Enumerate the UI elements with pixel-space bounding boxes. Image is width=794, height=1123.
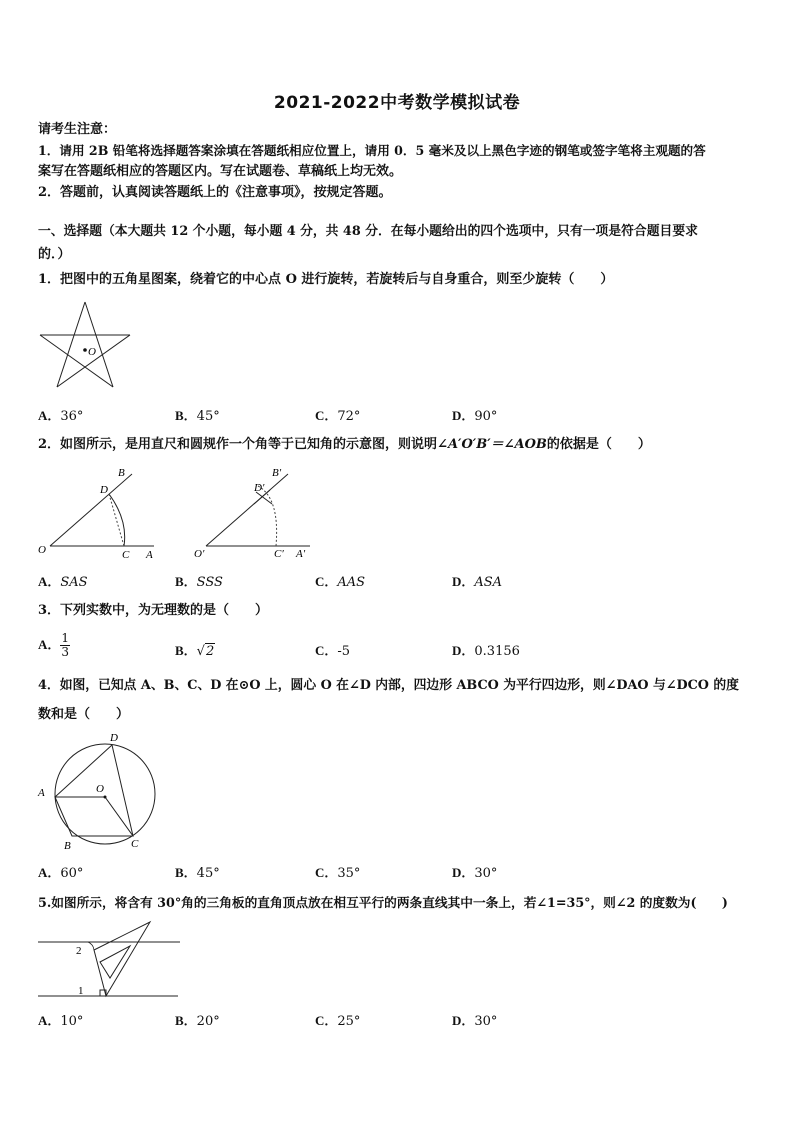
q5-option-a[interactable]: A．10° xyxy=(38,1013,84,1029)
ray-ob xyxy=(50,474,132,546)
q2-option-b[interactable]: B．SSS xyxy=(175,574,223,590)
label-a: A xyxy=(146,549,153,561)
fraction-one-third: $\frac{1}{3}$ xyxy=(61,631,70,659)
label-c: C xyxy=(122,549,130,561)
question-1-stem: 1．把图中的五角星图案，绕着它的中心点 O 进行旋转，若旋转后与自身重合，则至少旋转（ ） xyxy=(38,272,614,287)
angle-2-arc xyxy=(88,942,94,950)
label-a-prime: A′ xyxy=(296,548,306,560)
notice-item-2: 2．答题前，认真阅读答题纸上的《注意事项》，按规定答题。 xyxy=(38,185,392,200)
label-d: D xyxy=(110,732,118,744)
q3-option-a[interactable]: A． $\frac{1}{3}$ xyxy=(38,631,70,659)
q5-option-b[interactable]: B．20° xyxy=(175,1013,220,1029)
q3-option-c[interactable]: C．-5 xyxy=(315,643,351,659)
center-o xyxy=(104,796,107,799)
label-c-prime: C′ xyxy=(274,548,284,560)
circle-o xyxy=(55,744,155,844)
square-root-two: √2 xyxy=(196,644,215,659)
label-o: O xyxy=(96,783,104,795)
label-2: 2 xyxy=(76,945,82,957)
ray-o-prime-b-prime xyxy=(206,474,288,546)
label-o: O xyxy=(38,544,46,556)
q2-option-c[interactable]: C．AAS xyxy=(315,574,366,590)
angle-equation: ∠A′O′B′＝∠AOB xyxy=(437,437,547,452)
star-outline xyxy=(40,302,130,387)
notice-heading: 请考生注意： xyxy=(38,122,117,137)
q2-option-a[interactable]: A．SAS xyxy=(38,574,88,590)
question-4-stem-line-1: 4．如图，已知点 A、B、C、D 在⊙O 上，圆心 O 在∠D 内部，四边形 ABCO 为平行四边形，则∠DAO 与∠DCO 的度 xyxy=(38,678,739,693)
label-c: C xyxy=(131,838,139,850)
question-4-stem-line-2: 数和是（ ） xyxy=(38,707,130,722)
q1-option-b[interactable]: B．45° xyxy=(175,408,220,424)
q1-option-a[interactable]: A．36° xyxy=(38,408,84,424)
question-2-stem: 2．如图所示，是用直尺和圆规作一个角等于已知角的示意图，则说明∠A′O′B′＝∠AOB的依据是（ ） xyxy=(38,437,651,452)
label-b: B xyxy=(64,840,71,852)
label-1: 1 xyxy=(78,985,84,997)
angle-figure-copy xyxy=(192,460,318,564)
q5-option-c[interactable]: C．25° xyxy=(315,1013,361,1029)
question-5-stem: 5.如图所示，将含有 30°角的三角板的直角顶点放在相互平行的两条直线其中一条上，若∠1=35°，则∠2 的度数为( ) xyxy=(38,895,728,910)
label-d-prime: D′ xyxy=(254,482,265,494)
q4-option-d[interactable]: D．30° xyxy=(452,865,498,881)
label-a: A xyxy=(38,787,45,799)
q4-option-b[interactable]: B．45° xyxy=(175,865,220,881)
circle-figure xyxy=(36,728,160,854)
segment-dc xyxy=(112,745,133,836)
label-o-prime: O′ xyxy=(194,548,205,560)
center-point xyxy=(83,348,87,352)
triangle-inner xyxy=(100,946,130,978)
q5-option-d[interactable]: D．30° xyxy=(452,1013,498,1029)
label-d: D xyxy=(100,484,108,496)
notice-item-1-line-1: 1．请用 2B 铅笔将选择题答案涂填在答题纸相应位置上，请用 0．5 毫米及以上黑色字迹的钢笔或签字笔将主观题的答 xyxy=(38,143,706,158)
page-title: 2021-2022中考数学模拟试卷 xyxy=(273,93,521,113)
point-label-o: O xyxy=(88,346,96,358)
label-b: B xyxy=(118,467,125,479)
q1-option-d[interactable]: D．90° xyxy=(452,408,498,424)
notice-item-1-line-2: 案写在答题纸相应的答题区内。写在试题卷、草稿纸上均无效。 xyxy=(38,164,403,179)
q3-option-d[interactable]: D．0.3156 xyxy=(452,643,520,659)
section-heading-line-1: 一、选择题（本大题共 12 个小题，每小题 4 分，共 48 分．在每小题给出的四个选项中，只有一项是符合题目要求 xyxy=(38,224,698,239)
q3-option-b[interactable]: B．√2 xyxy=(175,643,215,659)
star-figure xyxy=(38,298,132,390)
label-b-prime: B′ xyxy=(272,467,282,479)
q4-option-c[interactable]: C．35° xyxy=(315,865,361,881)
set-square-figure xyxy=(36,920,182,1002)
q2-option-d[interactable]: D．ASA xyxy=(452,574,503,590)
question-3-stem: 3．下列实数中，为无理数的是（ ） xyxy=(38,603,269,618)
q1-option-c[interactable]: C．72° xyxy=(315,408,361,424)
section-heading-line-2: 的．） xyxy=(38,247,71,262)
parallelogram-abco xyxy=(55,797,133,836)
q4-option-a[interactable]: A．60° xyxy=(38,865,84,881)
angle-figure-original xyxy=(36,460,160,564)
